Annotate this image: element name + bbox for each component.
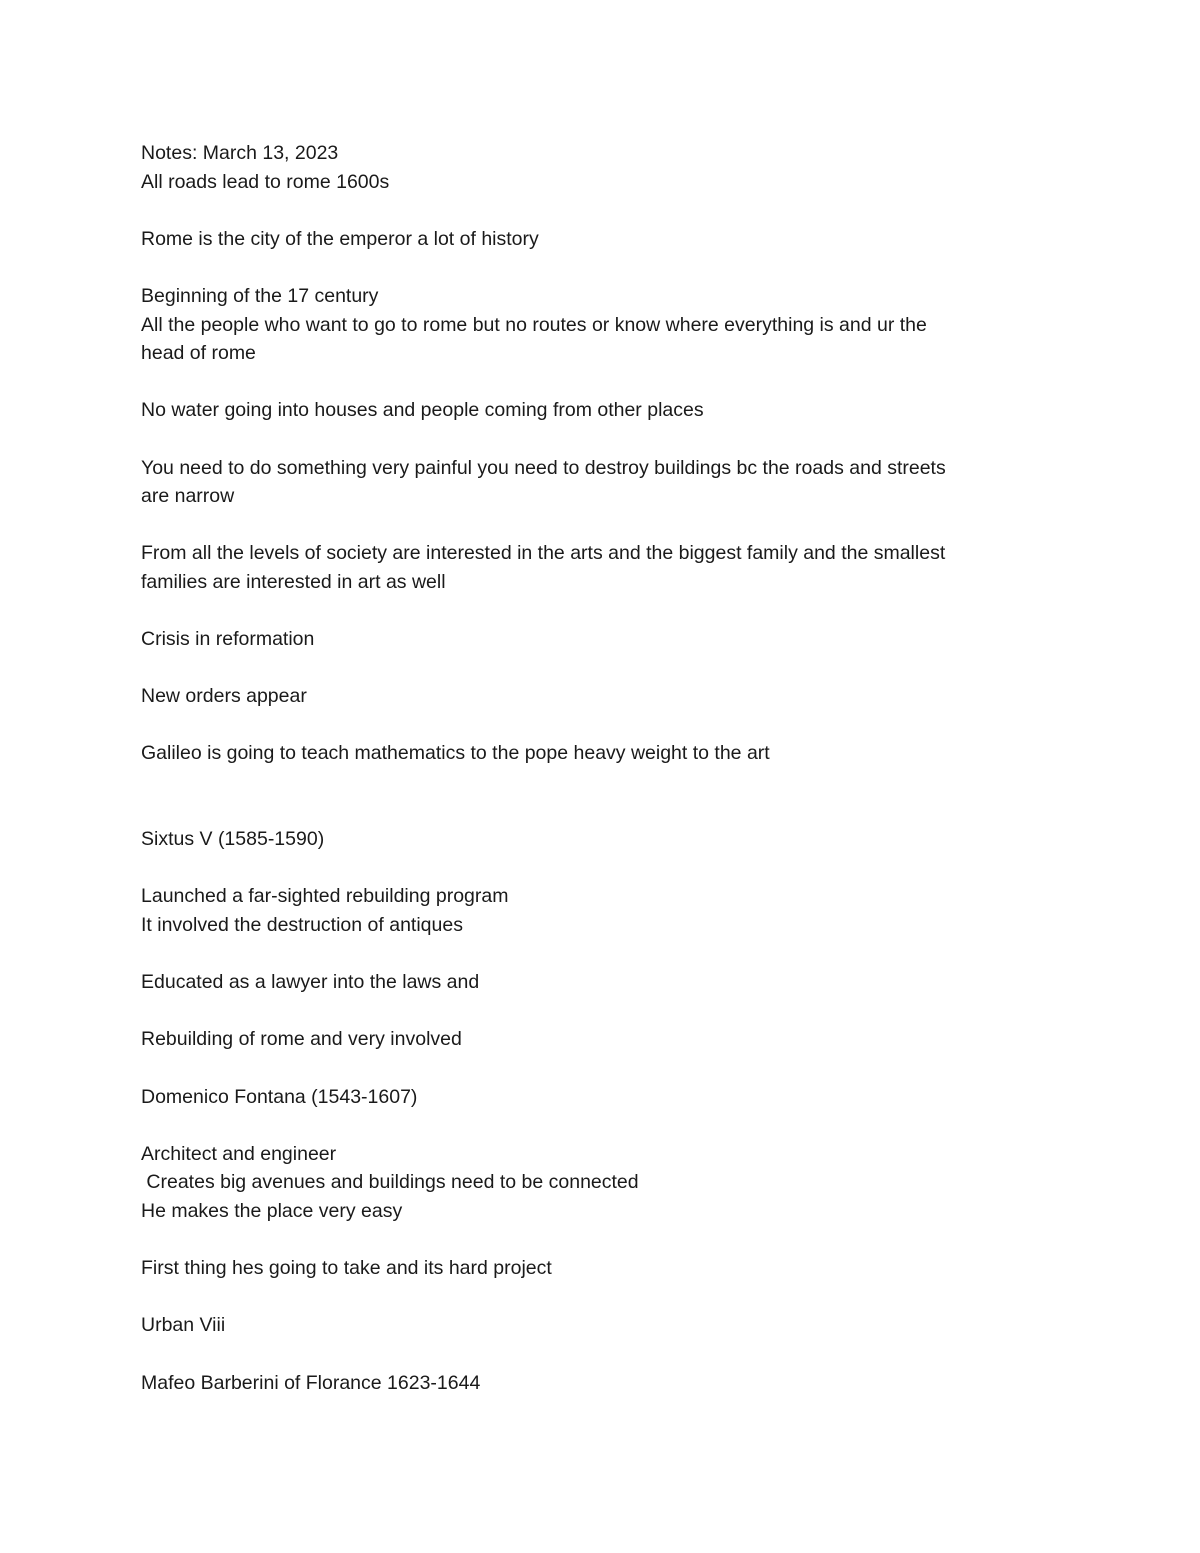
blank-line: [141, 1054, 1041, 1083]
blank-line: [141, 1226, 1041, 1255]
text-line: Rebuilding of rome and very involved: [141, 1028, 462, 1051]
notes-body: [141, 139, 1041, 1397]
text-line: It involved the destruction of antiques: [141, 914, 463, 937]
text-line: All the people who want to go to rome but no routes or know where everything is and ur the: [141, 313, 927, 336]
blank-line: [141, 425, 1041, 454]
blank-line: [141, 1111, 1041, 1140]
text-line: Rome is the city of the emperor a lot of history: [141, 227, 539, 250]
text-line: New orders appear: [141, 685, 307, 708]
blank-line: [141, 654, 1041, 683]
text-line: Notes: March 13, 2023: [141, 142, 339, 164]
text-line: He makes the place very easy: [141, 1199, 403, 1222]
blank-line: [141, 797, 1041, 826]
blank-line: [141, 253, 1041, 282]
blank-line: [141, 1340, 1041, 1369]
text-line: All roads lead to rome 1600s: [141, 170, 390, 193]
text-line: Launched a far-sighted rebuilding program: [141, 885, 509, 908]
text-line: Mafeo Barberini of Florance 1623-1644: [141, 1371, 481, 1394]
text-line: First thing hes going to take and its hard project: [141, 1257, 552, 1280]
text-line: No water going into houses and people coming from other places: [141, 399, 704, 422]
text-line: head of rome: [141, 342, 256, 365]
blank-line: [141, 940, 1041, 969]
text-line: Creates big avenues and buildings need to be connected: [141, 1171, 639, 1194]
text-line: You need to do something very painful you need to destroy buildings bc the roads and streets: [141, 456, 946, 479]
blank-line: [141, 1283, 1041, 1312]
blank-line: [141, 368, 1041, 397]
text-line: Beginning of the 17 century: [141, 284, 379, 307]
text-line: Crisis in reformation: [141, 628, 315, 651]
blank-line: [141, 997, 1041, 1026]
text-line: From all the levels of society are interested in the arts and the biggest family and the smallest: [141, 542, 946, 565]
text-line: Architect and engineer: [141, 1142, 337, 1165]
text-line: are narrow: [141, 485, 235, 508]
blank-line: [141, 511, 1041, 540]
blank-line: [141, 711, 1041, 740]
text-line: families are interested in art as well: [141, 570, 446, 593]
blank-line: [141, 597, 1041, 626]
blank-line: [141, 854, 1041, 883]
blank-line: [141, 768, 1041, 797]
text-line: Domenico Fontana (1543-1607): [141, 1085, 418, 1108]
text-line: Urban Viii: [141, 1314, 226, 1337]
text-line: Sixtus V (1585-1590): [141, 828, 325, 851]
blank-line: [141, 196, 1041, 225]
text-line: Galileo is going to teach mathematics to the pope heavy weight to the art: [141, 742, 770, 765]
text-line: Educated as a lawyer into the laws and: [141, 971, 480, 994]
